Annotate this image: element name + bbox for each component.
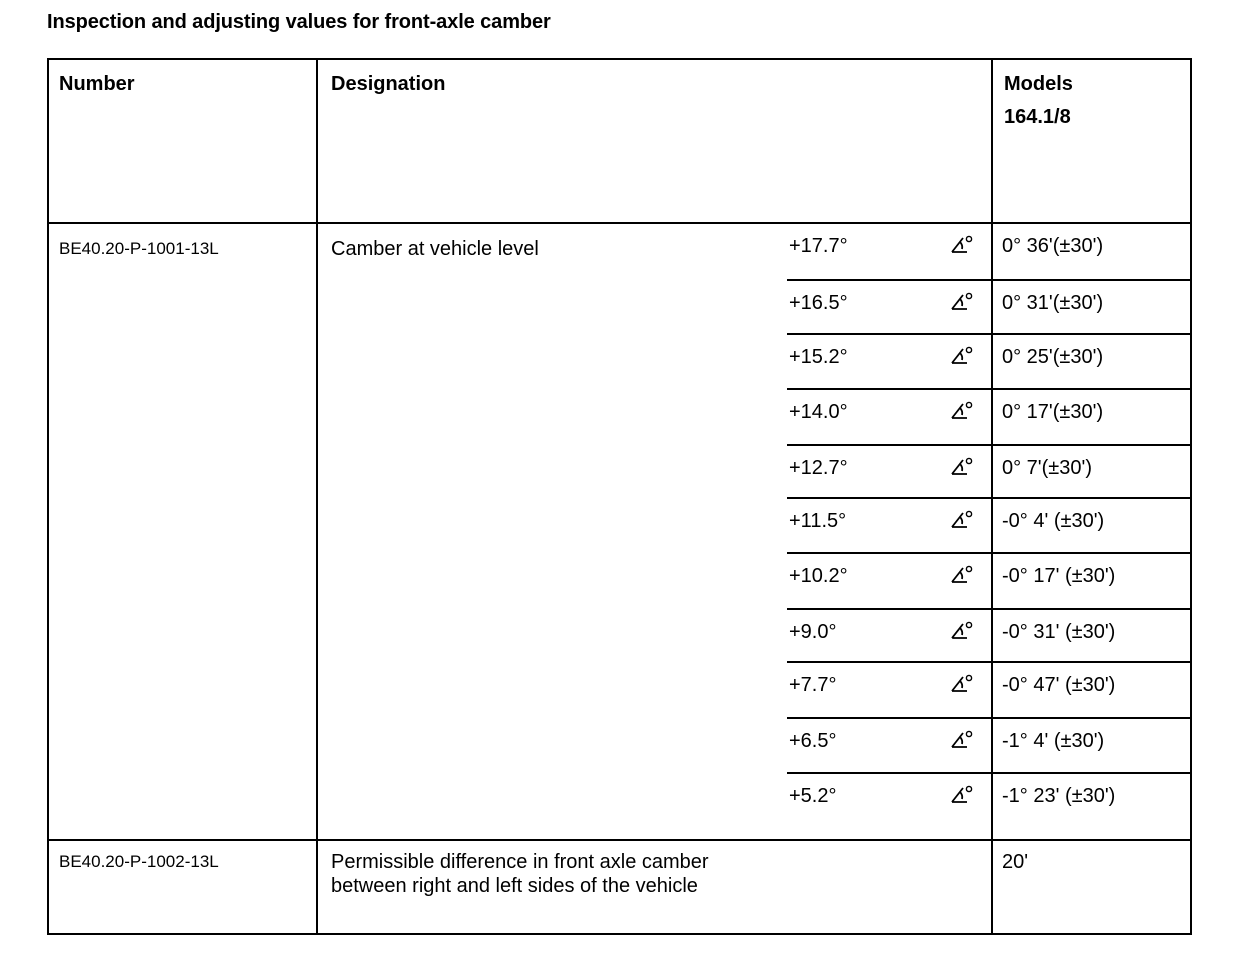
header-model-code: 164.1/8	[1004, 106, 1071, 128]
camber-value: 0° 17'(±30')	[1002, 401, 1104, 423]
angle-degree-icon	[949, 455, 973, 483]
camber-value: -0° 31' (±30')	[1002, 621, 1116, 643]
angle-value: +12.7°	[789, 457, 848, 479]
angle-value: +6.5°	[789, 730, 837, 752]
row-designation: Camber at vehicle level	[331, 238, 539, 260]
angle-value: +16.5°	[789, 292, 848, 314]
sub-row-divider	[787, 772, 1190, 774]
row-number: BE40.20-P-1001-13L	[59, 239, 219, 258]
angle-value: +10.2°	[789, 565, 848, 587]
sub-row-divider	[787, 444, 1190, 446]
camber-value: 0° 36'(±30')	[1002, 235, 1104, 257]
camber-value: 0° 31'(±30')	[1002, 292, 1104, 314]
sub-row-divider	[787, 333, 1190, 335]
header-models	[1004, 72, 1073, 129]
camber-value: -0° 17' (±30')	[1002, 565, 1116, 587]
row-value: 20'	[1002, 851, 1029, 873]
row-number: BE40.20-P-1002-13L	[59, 852, 219, 871]
angle-degree-icon	[949, 728, 973, 756]
angle-degree-icon	[949, 563, 973, 591]
angle-degree-icon	[949, 399, 973, 427]
angle-degree-icon	[949, 508, 973, 536]
designation-line: between right and left sides of the vehicle	[331, 875, 698, 897]
angle-value: +9.0°	[789, 621, 837, 643]
angle-value: +14.0°	[789, 401, 848, 423]
angle-degree-icon	[949, 672, 973, 700]
angle-degree-icon	[949, 783, 973, 811]
sub-row-divider	[787, 388, 1190, 390]
camber-value: -0° 4' (±30')	[1002, 510, 1105, 532]
camber-table	[47, 58, 1192, 935]
angle-value: +17.7°	[789, 235, 848, 257]
page-title: Inspection and adjusting values for front-axle camber	[47, 11, 551, 33]
designation-line: Permissible difference in front axle camber	[331, 851, 709, 873]
sub-row-divider	[787, 661, 1190, 663]
column-divider	[316, 60, 318, 933]
angle-value: +11.5°	[789, 510, 847, 532]
sub-row-divider	[787, 497, 1190, 499]
sub-row-divider	[787, 608, 1190, 610]
sub-row-divider	[787, 552, 1190, 554]
camber-value: 0° 25'(±30')	[1002, 346, 1104, 368]
camber-value: -0° 47' (±30')	[1002, 674, 1116, 696]
row-divider	[49, 839, 1190, 841]
header-models-label: Models	[1004, 73, 1073, 95]
angle-degree-icon	[949, 344, 973, 372]
sub-row-divider	[787, 717, 1190, 719]
camber-value: -1° 4' (±30')	[1002, 730, 1105, 752]
angle-value: +7.7°	[789, 674, 837, 696]
angle-degree-icon	[949, 233, 973, 261]
angle-degree-icon	[949, 290, 973, 318]
camber-value: -1° 23' (±30')	[1002, 785, 1116, 807]
header-designation: Designation	[331, 73, 446, 95]
angle-value: +5.2°	[789, 785, 837, 807]
row-divider	[49, 222, 1190, 224]
camber-value: 0° 7'(±30')	[1002, 457, 1092, 479]
sub-row-divider	[787, 279, 1190, 281]
angle-value: +15.2°	[789, 346, 848, 368]
header-number: Number	[59, 73, 135, 95]
row-designation	[331, 850, 709, 898]
angle-degree-icon	[949, 619, 973, 647]
